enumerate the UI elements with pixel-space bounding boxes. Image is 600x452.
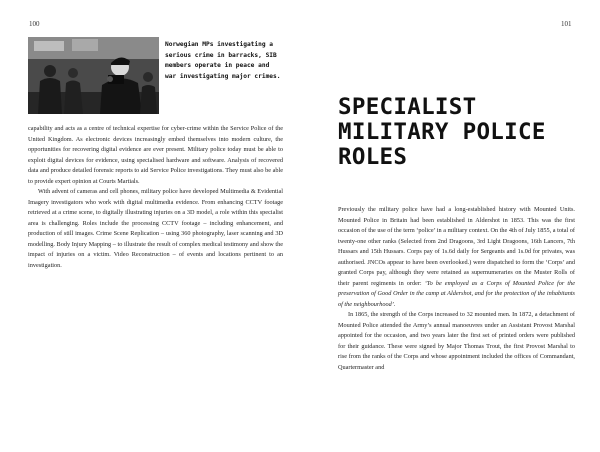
left-paragraph-2: With advent of cameras and cell phones, military police have developed Multimedia & Evidential Imagery investigators who work with digital multimedia evidence. From enhancing CCTV footage retrieved at a crime scene, to digitally illustrating injuries on a 3D model, a role within this specialist area is challenging. Roles include the processing CCTV footage – including enhancement, and production of still images. Crime Scene Replication – using 360 photography, laser scanning and 3D modelling. Body Injury Mapping – to illustrate the result of complex medical testimony and show the impact of injuries on a victim. Video Reconstruction – of events and locations pertinent to an investigation. <box>28 188 283 269</box>
right-page-body <box>338 205 575 373</box>
page-number-right: 101 <box>561 20 572 28</box>
left-paragraph-1: capability and acts as a centre of technical expertise for cyber-crime within the Service Police of the United Kingdom. As electronic devices increasingly embed themselves into modern culture, the opportunities for recovering digital evidence are ever present. Military police today must be able to exploit digital devices for evidence, using specialised hardware and software. Analysis of recovered data and produce detailed forensic reports to aid Service Police investigations. They must also be able to provide expert opinion at Courts Martials. <box>28 125 283 185</box>
title-line-3: ROLES <box>338 144 408 170</box>
right-paragraph-1-quote: ‘To be employed as a Corps of Mounted Police for the preservation of Good Order in the camp at Aldershot, and for the protection of the inhabitants of the neighbourhood’. <box>338 279 575 308</box>
chapter-title <box>338 95 578 170</box>
title-line-1: SPECIALIST <box>338 94 477 120</box>
photo-caption: Norwegian MPs investigating a serious crime in barracks, SIB members operate in peace and war investigating major crimes. <box>165 41 281 80</box>
photo-illustration <box>28 37 159 114</box>
military-police-photo <box>28 37 159 114</box>
right-paragraph-1-text: Previously the military police have had a long-established history with Mounted Units. Mounted Police in Britain had been established in Aldershot in 1853. This was the first occasion of the use of the term ‘police’ in a military context. On the 4th of July 1855, a total of twenty-one other ranks (Selected from 2nd Dragoons, 3rd Light Dragoons, 16th Lancers, 7th Hussars and 15th Hussars. Corps pay of 1s.6d daily for Sergeants and 1s.0d for privates, was authorised. JNCOs appear to have been overlooked.) were dispatched to form the ‘Corps’ and granted Corps pay, although they were retained as supernumeraries on the Muster Rolls of their parent regiments in order: <box>338 206 575 287</box>
page-number-left: 100 <box>29 20 40 28</box>
right-paragraph-2: In 1865, the strength of the Corps increased to 32 mounted men. In 1872, a detachment of Mounted Police attended the Army’s annual manoeuvres under an Assistant Provost Marshal appointed for the occasion, and two years later the first set of printed orders were published for their guidance. These were signed by Major Thomas Trout, the first Provost Marshal to rise from the ranks of the Corps and whose appointment included the offices of Commandant, Quartermaster and <box>338 311 575 371</box>
title-line-2: MILITARY POLICE <box>338 119 546 145</box>
right-paragraph-1 <box>338 205 575 310</box>
left-page-body <box>28 124 283 271</box>
